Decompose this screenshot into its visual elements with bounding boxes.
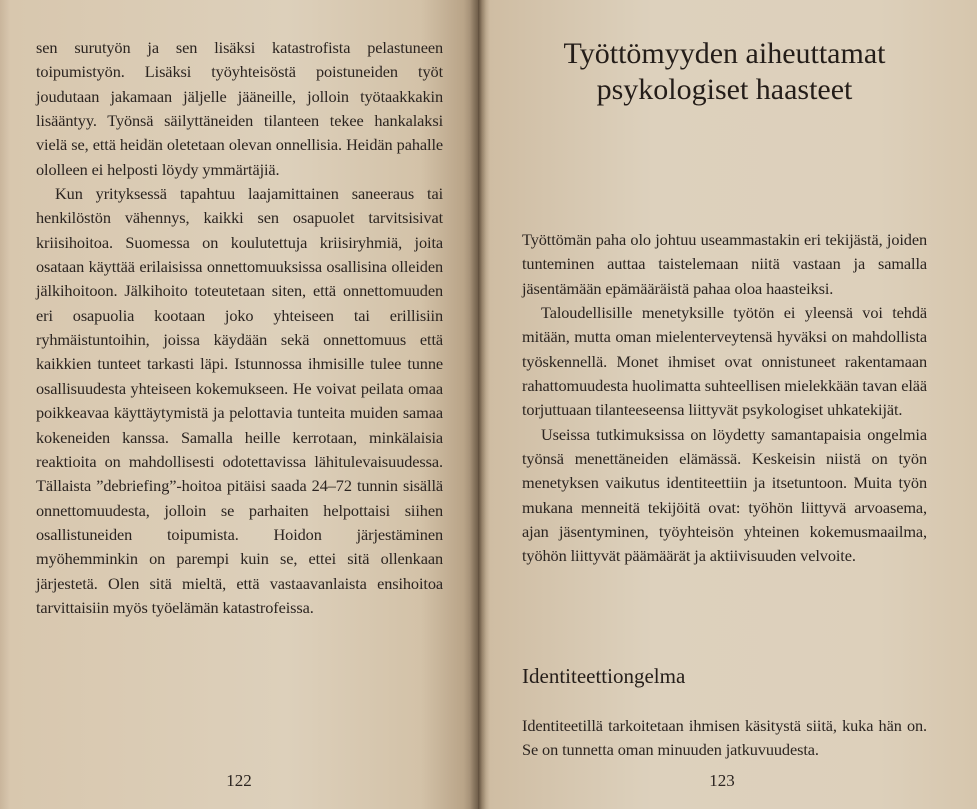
section-heading: Identiteettiongelma [522,664,686,688]
left-page-number: 122 [226,771,252,790]
left-page [0,0,478,809]
chapter-title: Työttömyyden aiheuttamat psykologiset haasteet [563,37,886,106]
left-page-body [36,36,443,620]
right-page [478,0,977,809]
right-page-number: 123 [709,771,735,790]
section-body [522,714,927,763]
right-paragraph-3: Useissa tutkimuksissa on löydetty samantapaisia ongelmia työnsä menettäneiden elämässä. Keskeisin niistä on työn menetyksen vaikutus identiteettiin ja itsetuntoon. Muita työn mukana menneitä tekijöitä ovat: työhön liittyvä arvoasema, ajan jäsentyminen, työyhteisön yhteinen kokemusmaailma, työhön liittyvät päämäärät ja aktiivisuuden velvoite. [522,424,927,566]
right-page-body [522,228,927,569]
right-paragraph-1: Työttömän paha olo johtuu useammastakin eri tekijästä, joiden tunteminen auttaa taistelemaan niitä vastaan ja samalla jäsentämään epämääräistä pahaa oloa haasteiksi. [522,230,927,298]
left-paragraph-1: sen surutyön ja sen lisäksi katastrofista pelastuneen toipumistyön. Lisäksi työyhteisöstä poistuneiden työt joudutaan jakamaan jäljelle jääneille, jolloin työtaakkakin lisääntyy. Työnsä säilyttäneiden tilanteen tekee hankalaksi vielä se, että heidän oletetaan olevan onnellisia. Heidän pahalle ololleen ei helposti löydy ymmärtäjiä. [36,38,443,179]
book-gutter [470,0,486,809]
section-paragraph: Identiteetillä tarkoitetaan ihmisen käsitystä siitä, kuka hän on. Se on tunnetta oman minuuden jatkuvuudesta. [522,716,927,760]
right-paragraph-2: Taloudellisille menetyksille työtön ei yleensä voi tehdä mitään, mutta oman mielenterveytensä hyväksi on mahdollista työskennellä. Monet ihmiset ovat onnistuneet rakentamaan rahattomuudesta huolimatta suhteellisen mielekkään tavan elää torjuttuaan tilanteeseensa liittyvät psykologiset uhkatekijät. [522,303,927,420]
left-paragraph-2: Kun yrityksessä tapahtuu laajamittainen saneeraus tai henkilöstön vähennys, kaikki sen osapuolet tarvitsisivat kriisihoitoa. Suomessa on koulutettuja kriisiryhmiä, joita osataan käyttää erilaisissa onnettomuuksissa osallisina olleiden jälkihoitoon. Jälkihoito toteutetaan siten, että onnettomuuden eri osapuolia kootaan joko yhteiseen tai erillisiin ryhmäistuntoihin, joissa käydään sekä onnettomuus että kaikkien tunteet tarkasti läpi. Istunnossa ihmisille tulee tunne osallisuudesta yhteiseen kokemukseen. He voivat peilata omaa poikkeavaa käyttäytymistä ja pelottavia tunteita muiden samaa kokeneiden kanssa. Samalla heille kerrotaan, minkälaisia reaktioita on mahdollisesti odotettavissa lähitulevaisuudessa. Tällaista ”debriefing”-hoitoa pitäisi saada 24–72 tunnin sisällä onnettomuudesta, jolloin se parhaiten helpottaisi siihen osallistuneiden toipumista. Hoidon järjestäminen myöhemminkin on parempi kuin se, ettei sitä ollenkaan järjestetä. Olen sitä mieltä, että vastaavanlaista ensihoitoa tarvittaisiin myös työelämän katastrofeissa. [36,184,443,617]
